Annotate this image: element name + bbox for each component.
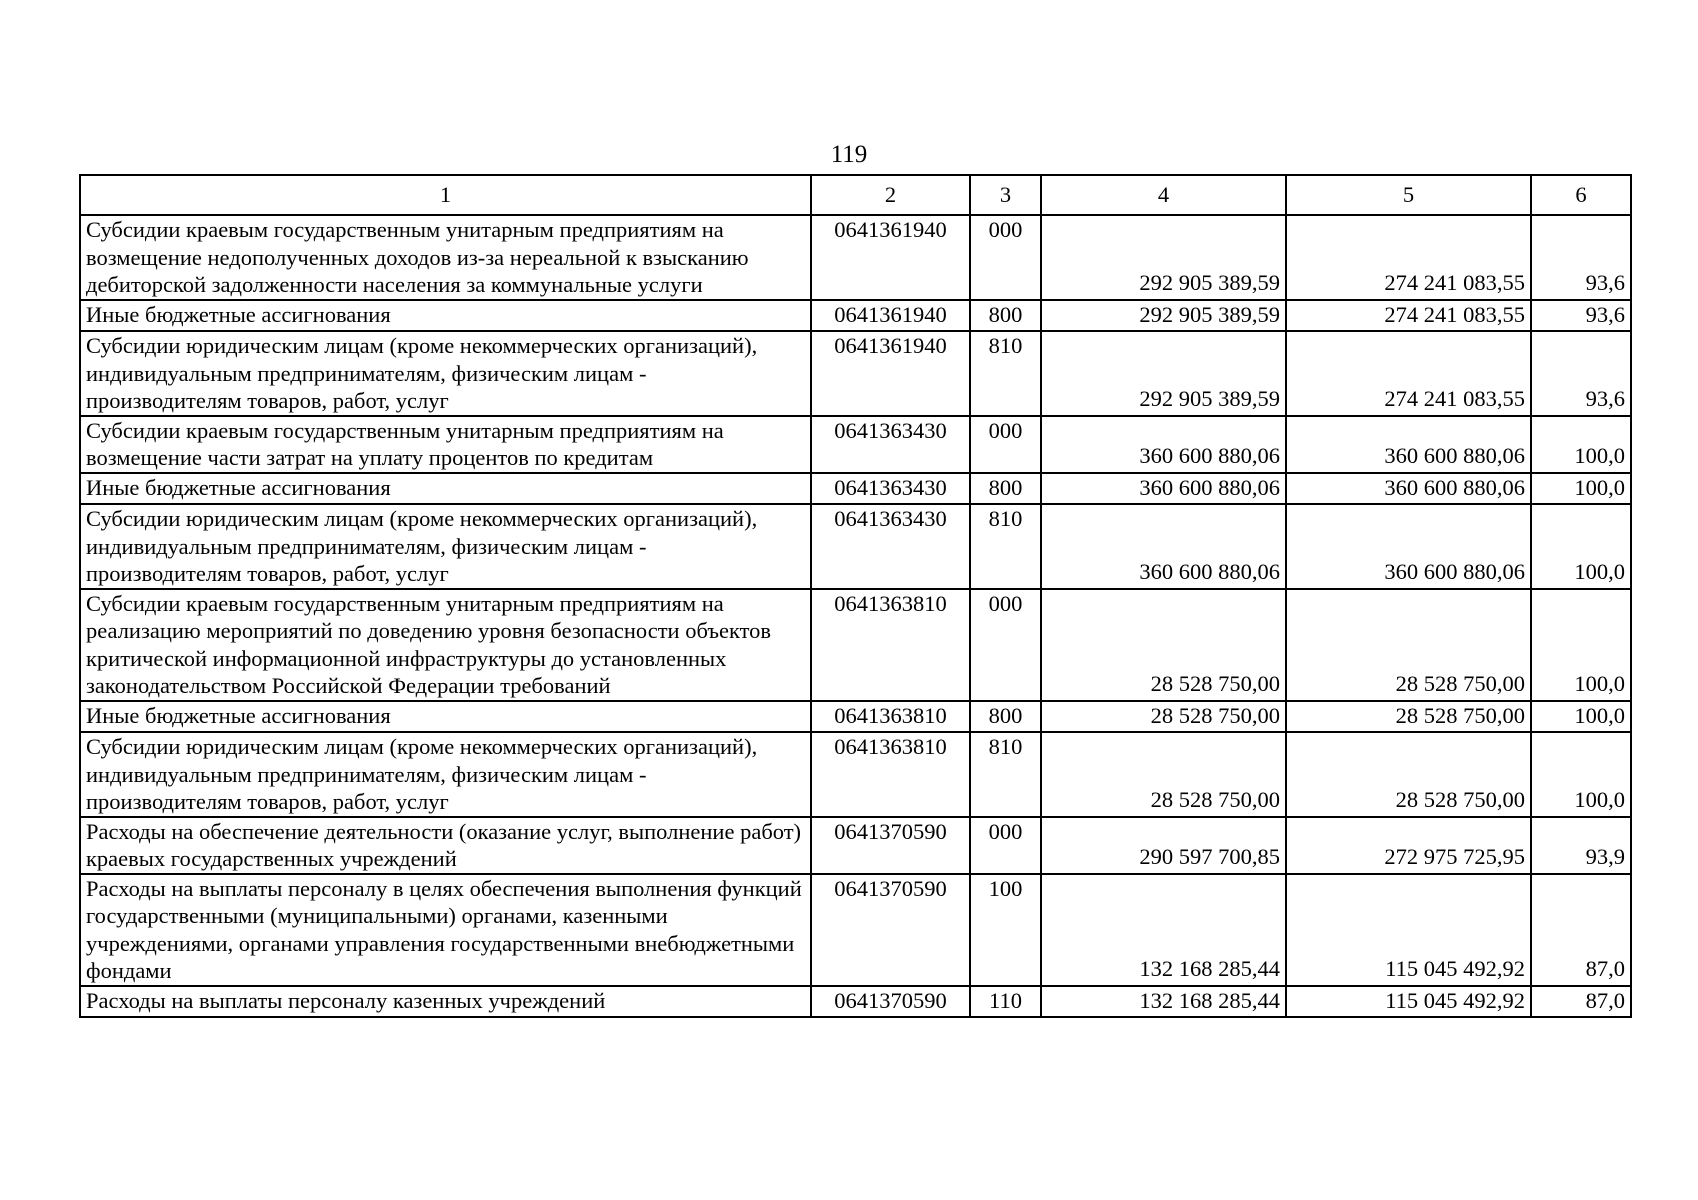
row-percent: 93,6 (1531, 215, 1631, 300)
page-number: 119 (830, 141, 868, 168)
row-percent: 100,0 (1531, 416, 1631, 473)
table-row (80, 874, 1631, 986)
row-target-code: 0641363430 (811, 473, 970, 505)
column-header-6: 6 (1531, 175, 1631, 215)
row-actual-amount: 360 600 880,06 (1286, 504, 1531, 589)
row-plan-amount: 292 905 389,59 (1041, 331, 1286, 416)
row-plan-amount: 290 597 700,85 (1041, 817, 1286, 874)
row-target-code: 0641363810 (811, 732, 970, 817)
row-name: Иные бюджетные ассигнования (80, 701, 811, 733)
row-target-code: 0641361940 (811, 331, 970, 416)
row-plan-amount: 132 168 285,44 (1041, 874, 1286, 986)
row-percent: 93,6 (1531, 331, 1631, 416)
table-row (80, 473, 1631, 505)
row-target-code: 0641363430 (811, 504, 970, 589)
row-plan-amount: 360 600 880,06 (1041, 473, 1286, 505)
row-name: Иные бюджетные ассигнования (80, 300, 811, 332)
table-header-row (80, 175, 1631, 215)
table-row (80, 986, 1631, 1018)
row-percent: 87,0 (1531, 874, 1631, 986)
row-target-code: 0641363430 (811, 416, 970, 473)
row-name: Расходы на обеспечение деятельности (оказание услуг, выполнение работ) краевых государственных учреждений (80, 817, 811, 874)
row-expense-type: 110 (970, 986, 1041, 1018)
row-actual-amount: 28 528 750,00 (1286, 701, 1531, 733)
row-actual-amount: 274 241 083,55 (1286, 331, 1531, 416)
row-percent: 93,9 (1531, 817, 1631, 874)
table-row (80, 504, 1631, 589)
row-plan-amount: 28 528 750,00 (1041, 589, 1286, 701)
row-plan-amount: 292 905 389,59 (1041, 300, 1286, 332)
row-name: Расходы на выплаты персоналу в целях обеспечения выполнения функций государственными (муниципальными) органами, казенными учреждениями, органами управления государственными внебюджетными фондами (80, 874, 811, 986)
row-percent: 87,0 (1531, 986, 1631, 1018)
row-expense-type: 800 (970, 701, 1041, 733)
row-target-code: 0641361940 (811, 300, 970, 332)
row-expense-type: 000 (970, 416, 1041, 473)
row-target-code: 0641370590 (811, 817, 970, 874)
row-target-code: 0641370590 (811, 986, 970, 1018)
row-expense-type: 810 (970, 732, 1041, 817)
row-target-code: 0641363810 (811, 701, 970, 733)
row-expense-type: 810 (970, 504, 1041, 589)
table-row (80, 817, 1631, 874)
row-target-code: 0641363810 (811, 589, 970, 701)
row-actual-amount: 115 045 492,92 (1286, 986, 1531, 1018)
row-expense-type: 100 (970, 874, 1041, 986)
table-row (80, 416, 1631, 473)
table-row (80, 331, 1631, 416)
column-header-3: 3 (970, 175, 1041, 215)
row-plan-amount: 28 528 750,00 (1041, 701, 1286, 733)
row-name: Субсидии краевым государственным унитарным предприятиям на возмещение недополученных доходов из-за нереальной к взысканию дебиторской задолженности населения за коммунальные услуги (80, 215, 811, 300)
row-plan-amount: 132 168 285,44 (1041, 986, 1286, 1018)
row-actual-amount: 360 600 880,06 (1286, 473, 1531, 505)
row-percent: 100,0 (1531, 732, 1631, 817)
row-expense-type: 810 (970, 331, 1041, 416)
row-percent: 100,0 (1531, 504, 1631, 589)
row-name: Иные бюджетные ассигнования (80, 473, 811, 505)
column-header-2: 2 (811, 175, 970, 215)
row-target-code: 0641361940 (811, 215, 970, 300)
row-plan-amount: 360 600 880,06 (1041, 416, 1286, 473)
row-plan-amount: 28 528 750,00 (1041, 732, 1286, 817)
table-row (80, 215, 1631, 300)
row-actual-amount: 274 241 083,55 (1286, 300, 1531, 332)
column-header-4: 4 (1041, 175, 1286, 215)
row-actual-amount: 274 241 083,55 (1286, 215, 1531, 300)
row-actual-amount: 28 528 750,00 (1286, 732, 1531, 817)
row-actual-amount: 360 600 880,06 (1286, 416, 1531, 473)
row-percent: 100,0 (1531, 473, 1631, 505)
row-name: Субсидии юридическим лицам (кроме некоммерческих организаций), индивидуальным предпринимателям, физическим лицам - производителям товаров, работ, услуг (80, 732, 811, 817)
table-row (80, 589, 1631, 701)
row-plan-amount: 292 905 389,59 (1041, 215, 1286, 300)
row-name: Расходы на выплаты персоналу казенных учреждений (80, 986, 811, 1018)
row-expense-type: 800 (970, 473, 1041, 505)
row-name: Субсидии краевым государственным унитарным предприятиям на возмещение части затрат на уплату процентов по кредитам (80, 416, 811, 473)
row-percent: 100,0 (1531, 589, 1631, 701)
row-percent: 93,6 (1531, 300, 1631, 332)
row-plan-amount: 360 600 880,06 (1041, 504, 1286, 589)
column-header-1: 1 (80, 175, 811, 215)
row-percent: 100,0 (1531, 701, 1631, 733)
row-expense-type: 000 (970, 215, 1041, 300)
table-row (80, 300, 1631, 332)
row-actual-amount: 272 975 725,95 (1286, 817, 1531, 874)
table-row (80, 732, 1631, 817)
table-row (80, 701, 1631, 733)
row-expense-type: 800 (970, 300, 1041, 332)
row-name: Субсидии юридическим лицам (кроме некоммерческих организаций), индивидуальным предпринимателям, физическим лицам - производителям товаров, работ, услуг (80, 504, 811, 589)
row-expense-type: 000 (970, 589, 1041, 701)
row-actual-amount: 115 045 492,92 (1286, 874, 1531, 986)
column-header-5: 5 (1286, 175, 1531, 215)
row-name: Субсидии юридическим лицам (кроме некоммерческих организаций), индивидуальным предпринимателям, физическим лицам - производителям товаров, работ, услуг (80, 331, 811, 416)
row-actual-amount: 28 528 750,00 (1286, 589, 1531, 701)
budget-table (79, 174, 1632, 1018)
row-name: Субсидии краевым государственным унитарным предприятиям на реализацию мероприятий по доведению уровня безопасности объектов критической информационной инфраструктуры до установленных законодательством Российской Федерации требований (80, 589, 811, 701)
row-expense-type: 000 (970, 817, 1041, 874)
row-target-code: 0641370590 (811, 874, 970, 986)
